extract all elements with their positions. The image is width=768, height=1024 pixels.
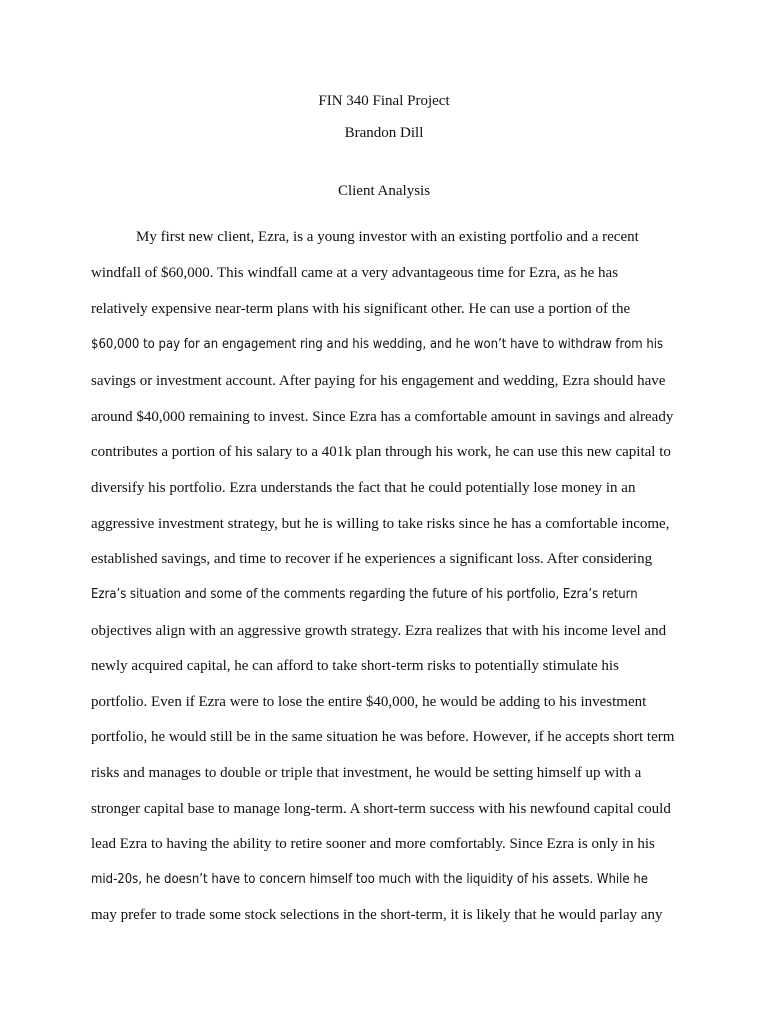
body-line: newly acquired capital, he can afford to take short-term risks to potentially stimulate his: [91, 658, 619, 674]
body-line: mid-20s, he doesn’t have to concern himself too much with the liquidity of his assets. While he: [91, 872, 648, 887]
body-line: stronger capital base to manage long-term. A short-term success with his newfound capital could: [91, 801, 671, 817]
body-line: My first new client, Ezra, is a young investor with an existing portfolio and a recent: [136, 229, 639, 245]
body-line: around $40,000 remaining to invest. Since Ezra has a comfortable amount in savings and already: [91, 409, 674, 425]
body-line: diversify his portfolio. Ezra understands the fact that he could potentially lose money in an: [91, 480, 636, 496]
body-line: Ezra’s situation and some of the comments regarding the future of his portfolio, Ezra’s return: [91, 587, 638, 602]
body-line: relatively expensive near-term plans with his significant other. He can use a portion of the: [91, 301, 631, 317]
body-line: savings or investment account. After paying for his engagement and wedding, Ezra should have: [91, 373, 666, 389]
author-name: Brandon Dill: [344, 125, 424, 141]
section-heading: Client Analysis: [337, 183, 431, 199]
body-line: $60,000 to pay for an engagement ring and his wedding, and he won’t have to withdraw from his: [91, 337, 664, 352]
body-line: risks and manages to double or triple that investment, he would be setting himself up with a: [91, 765, 642, 781]
body-line: objectives align with an aggressive growth strategy. Ezra realizes that with his income level and: [91, 623, 667, 639]
body-line: lead Ezra to having the ability to retire sooner and more comfortably. Since Ezra is only in his: [91, 836, 655, 852]
body-line: established savings, and time to recover if he experiences a significant loss. After considering: [91, 551, 653, 567]
body-line: windfall of $60,000. This windfall came at a very advantageous time for Ezra, as he has: [91, 265, 619, 281]
body-line: portfolio, he would still be in the same situation he was before. However, if he accepts short term: [91, 729, 675, 745]
body-line: aggressive investment strategy, but he is willing to take risks since he has a comfortable income,: [91, 516, 670, 532]
body-line: contributes a portion of his salary to a 401k plan through his work, he can use this new capital to: [91, 444, 671, 460]
course-title: FIN 340 Final Project: [318, 93, 450, 109]
body-line: portfolio. Even if Ezra were to lose the entire $40,000, he would be adding to his investment: [91, 694, 647, 710]
body-line: may prefer to trade some stock selections in the short-term, it is likely that he would parlay any: [91, 907, 663, 923]
